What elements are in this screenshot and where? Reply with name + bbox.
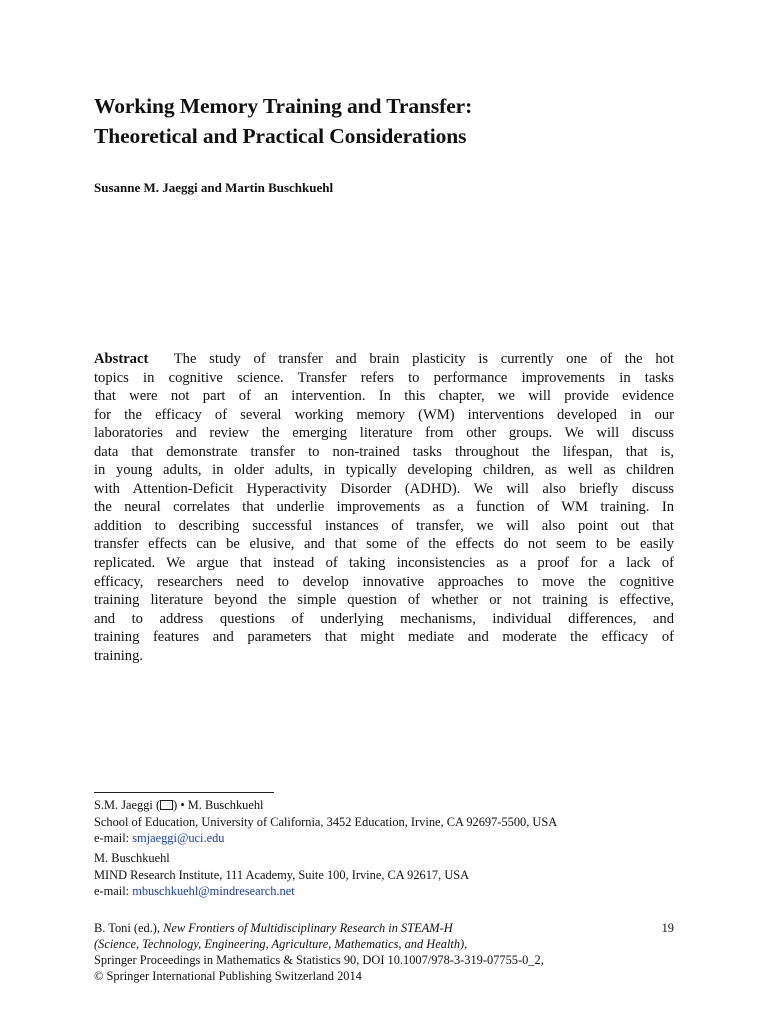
abstract-line: training literature beyond the simple question of whether or not training is effective, [94,592,674,609]
affiliation-address: School of Education, University of California, 3452 Education, Irvine, CA 92697-5500, USA [94,814,558,829]
abstract-line: with Attention-Deficit Hyperactivity Disorder (ADHD). We will also briefly discuss [94,480,674,497]
email-link[interactable]: smjaeggi@uci.edu [132,831,225,846]
abstract-line: for the efficacy of several working memory (WM) interventions developed in our [94,406,674,423]
email-row [94,830,674,847]
abstract-line: training. [94,647,144,664]
title-line-1: Working Memory Training and Transfer: [94,94,473,118]
abstract-line: in young adults, in older adults, in typically developing children, as well as children [94,462,674,479]
abstract-line: topics in cognitive science. Transfer refers to performance improvements in tasks [94,369,674,386]
citation-line-2 [94,936,674,952]
affiliation-address: MIND Research Institute, 111 Academy, Suite 100, Irvine, CA 92617, USA [94,867,470,882]
abstract-line: data that demonstrate transfer to non-trained tasks throughout the lifespan, that is, [94,443,674,460]
abstract-line: replicated. We argue that instead of taking inconsistencies as a proof for a lack of [94,555,674,572]
email-label: e-mail: [94,884,133,899]
citation-punctuation: , [464,937,468,952]
abstract-line: that were not part of an intervention. In this chapter, we will provide evidence [94,388,674,405]
footnote-affiliation-2 [94,850,674,900]
citation-line-1 [94,920,674,936]
citation-copyright: © Springer International Publishing Switzerland 2014 [94,969,362,984]
abstract-line: and to address questions of underlying mechanisms, individual differences, and [94,610,674,627]
book-title-part-1: New Frontiers of Multidisciplinary Research in STEAM-H [163,921,453,935]
email-link[interactable]: mbuschkuehl@mindresearch.net [132,884,295,899]
footnote-authors [94,797,674,814]
book-title-part-2: (Science, Technology, Engineering, Agriculture, Mathematics, and Health) [94,937,465,952]
abstract-line: laboratories and review the emerging literature from other groups. We will discuss [94,425,674,442]
author-name-text: ) • M. Buschkuehl [173,798,264,812]
footnote-divider [94,792,274,793]
abstract-label: Abstract [94,351,149,367]
title-line-2: Theoretical and Practical Considerations [94,124,467,148]
email-label: e-mail: [94,831,133,846]
footnote-author: M. Buschkuehl [94,851,170,865]
page-number: 19 [661,921,674,935]
citation-prefix: B. Toni (ed.), [94,921,164,935]
abstract-line-text: The study of transfer and brain plasticity is currently one of the hot [173,351,675,367]
abstract-line: addition to describing successful instances of transfer, we will also point out that [94,517,674,534]
book-citation [94,920,674,984]
envelope-icon [160,800,173,810]
author-name-text: S.M. Jaeggi ( [94,798,161,812]
abstract [94,350,674,665]
abstract-line [94,350,674,369]
abstract-line: transfer effects can be elusive, and that some of the effects do not seem to be easily [94,536,674,553]
author-list: Susanne M. Jaeggi and Martin Buschkuehl [94,180,334,195]
citation-series: Springer Proceedings in Mathematics & Statistics 90, DOI 10.1007/978-3-319-07755-0_2, [94,953,544,968]
paper-title [94,91,674,151]
paper-page [94,0,674,1024]
abstract-line: the neural correlates that underlie improvements as a function of WM training. In [94,499,674,516]
abstract-line: training features and parameters that might mediate and moderate the efficacy of [94,629,674,646]
abstract-line: efficacy, researchers need to develop innovative approaches to move the cognitive [94,573,674,590]
footnote-affiliation-1 [94,797,674,847]
email-row [94,883,674,900]
